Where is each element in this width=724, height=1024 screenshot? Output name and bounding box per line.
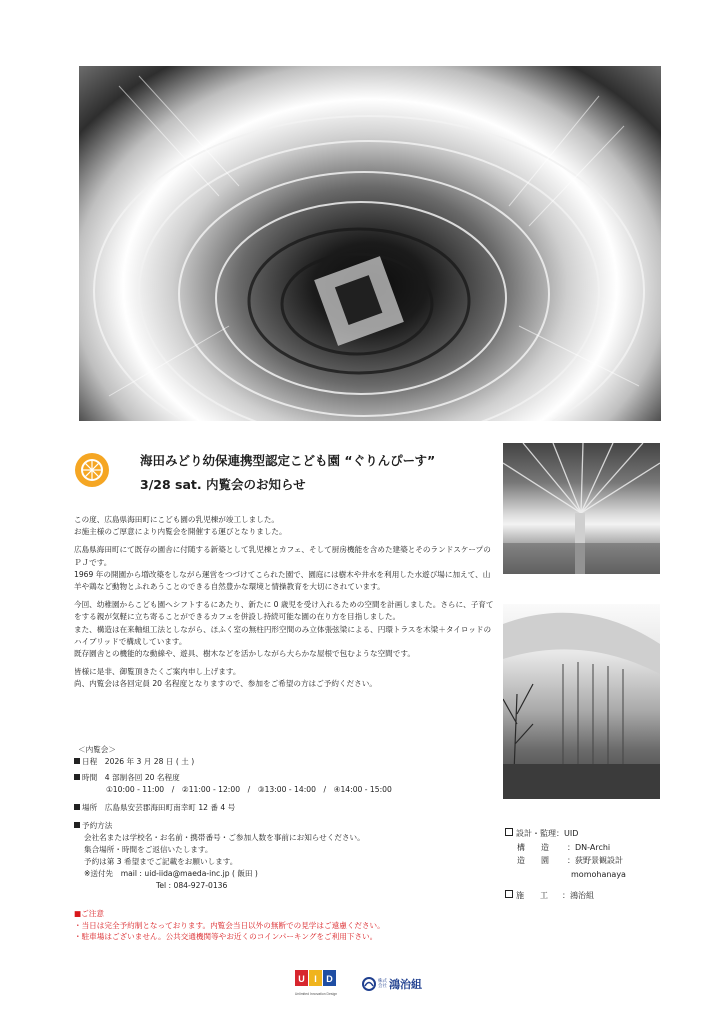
bullet-square-icon: [74, 804, 80, 810]
body-paragraph: [74, 544, 494, 593]
event-details: [74, 744, 494, 892]
event-title: 海田みどり幼保連携型認定こども園 “ぐりんぴーす”: [140, 453, 436, 468]
details-heading: ＜内覧会＞: [78, 745, 116, 754]
credit-landscape-2: momohanaya: [571, 869, 626, 879]
event-time: 時間 4 部制各回 20 名程度: [74, 772, 494, 784]
hero-staircase-photo: [79, 66, 661, 421]
tel-number: Tel : 084-927-0136: [156, 881, 228, 890]
closing-paragraph: [74, 666, 494, 690]
body-line: 1969 年の開園から増改築をしながら運営をつづけてこられた園で、園庭には樹木や井水を利用した水遊び場に加えて、山羊や鶏など動物とふれあうことのできる自然豊かな環境と情操教育を大切にされています。: [74, 569, 491, 592]
intro-line: この度、広島県海田町にこども園の乳児棟が竣工しました。: [74, 515, 280, 524]
caution-line: ・当日は完全予約制となっております。内覧会当日以外の無断での見学はご遠慮ください。: [74, 920, 385, 930]
credit-builder: 施 工 ：鴻治組: [505, 889, 665, 903]
send-to: ※送付先 mail : uid-iida@maeda-inc.jp ( 飯田 ): [84, 869, 258, 878]
reserve-line: 予約は第 3 希望までご記載をお願いします。: [84, 857, 238, 866]
body-paragraph: [74, 599, 494, 660]
kohji-corp-label: 株式 会社: [378, 979, 387, 989]
bullet-square-icon: [74, 774, 80, 780]
kohji-logo: [362, 973, 422, 995]
kohji-name: 鴻治組: [389, 978, 422, 991]
caution-line: ・駐車場はございません。公共交通機関等やお近くのコインパーキングをご利用下さい。: [74, 932, 378, 941]
bullet-square-icon: [74, 758, 80, 764]
announcement-body: [74, 514, 494, 697]
bullet-square-icon: [74, 822, 80, 828]
body-line: 広島県海田町にて既存の園舎に付随する新築として乳児棟とカフェ、そして厨房機能を含めた建築とそのランドスケープのＰＪです。: [74, 545, 491, 567]
body-line: 今回、幼稚園からこども園へシフトするにあたり、新たに 0 歳児を受け入れるための空間を計画しました。さらに、子育てをする親が気軽に立ち寄ることができるカフェを併設し持続可能な園の在り方を目指しました。: [74, 600, 494, 622]
staircase-graphic: [79, 66, 661, 421]
reserve-line: 会社名または学校名・お名前・携帯番号・ご参加人数を事前にお知らせください。: [84, 833, 365, 842]
closing-line: 皆様に是非、御覧頂きたくご案内申し上げます。: [74, 667, 241, 677]
checkbox-square-icon: [505, 890, 513, 898]
interior-ceiling-photo: [503, 443, 660, 574]
uid-logo: [292, 968, 340, 998]
caution-heading: ■ご注意: [74, 909, 104, 918]
svg-text:D: D: [326, 974, 333, 984]
event-date: 日程 2026 年 3 月 28 日 ( 土 ): [74, 756, 494, 768]
citrus-logo-icon: [74, 452, 110, 488]
svg-text:Unlimited Innovation Design: Unlimited Innovation Design: [294, 992, 338, 996]
intro-paragraph: [74, 514, 494, 538]
construction-site-photo: [503, 604, 660, 799]
body-line: また、構造は在来軸組工法としながら、ほふく室の無柱円形空間のみ立体張弦梁による、円環トラスを木梁＋タイロッドのハイブリッドで構成しています。: [74, 624, 492, 646]
reserve-method: 予約方法: [74, 820, 494, 832]
caution-notice: [74, 908, 494, 943]
event-time-slots: ①10:00 - 11:00 / ②11:00 - 12:00 / ③13:00 - 14:00 / ④14:00 - 15:00: [106, 785, 392, 794]
credit-landscape: 造 園 ：荻野景観設計: [517, 856, 623, 865]
intro-line: お施主様のご厚意により内覧会を開催する運びとなりました。: [74, 527, 287, 537]
credit-structure: 構 造 ：DN-Archi: [517, 842, 611, 852]
event-subtitle: 3/28 sat. 内覧会のお知らせ: [140, 477, 306, 492]
project-credits: [505, 827, 665, 903]
closing-line: 尚、内覧会は各回定員 20 名程度となりますので、参加をご希望の方はご予約ください。: [74, 679, 377, 689]
checkbox-square-icon: [505, 828, 513, 836]
reserve-line: 集合場所・時間をご返信いたします。: [84, 845, 213, 854]
credit-design: 設計・監理：UID: [505, 827, 665, 841]
kohji-mark-icon: [362, 977, 376, 991]
svg-text:U: U: [298, 974, 305, 984]
event-place: 場所 広島県安芸郡海田町南幸町 12 番 4 号: [74, 802, 494, 814]
svg-text:I: I: [314, 974, 317, 984]
body-line: 既存園舎との機能的な動線や、遊具、樹木などを活かしながら大らかな屋根で包むような空間です。: [74, 649, 415, 659]
